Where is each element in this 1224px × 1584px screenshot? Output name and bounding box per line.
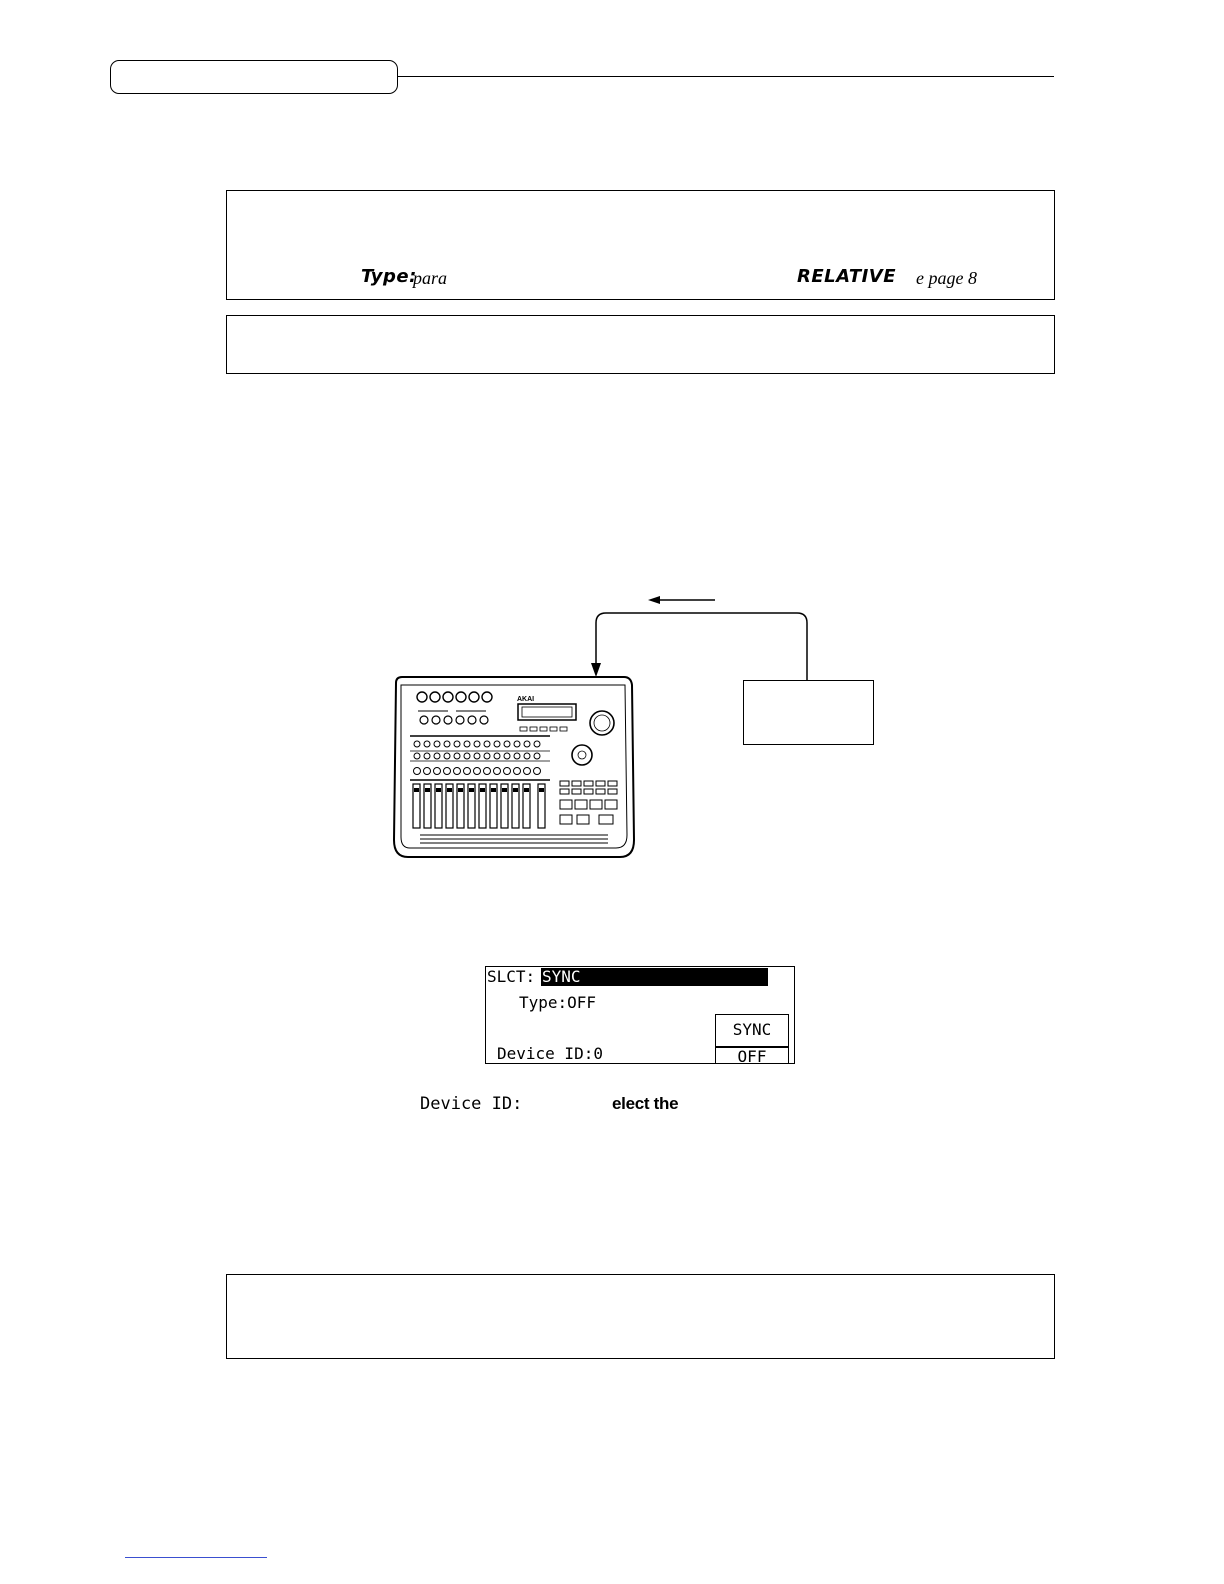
device-id-field[interactable]: Device ID:0 xyxy=(497,1044,603,1063)
page-reference-text: e page 8 xyxy=(916,268,977,288)
recorder-device-icon xyxy=(394,677,634,857)
lcd-screen xyxy=(485,966,795,1064)
footer-rule xyxy=(125,1557,267,1558)
cable-arrowhead-icon xyxy=(591,663,601,677)
para-text: para xyxy=(413,268,448,288)
midi-cable xyxy=(596,613,807,680)
header-rule xyxy=(398,76,1054,77)
note-box-2 xyxy=(226,315,1055,374)
off-button[interactable]: OFF xyxy=(715,1047,789,1064)
device-brand: AKAI xyxy=(517,696,535,703)
slct-label: SLCT: xyxy=(487,967,536,986)
device-id-caption: Device ID: xyxy=(420,1094,523,1114)
select-caption-text: elect the xyxy=(612,1094,679,1113)
type-parameter-text: Type: xyxy=(361,266,417,287)
note-box-3 xyxy=(226,1274,1055,1359)
sync-button[interactable]: SYNC xyxy=(715,1014,789,1047)
relative-parameter-text: RELATIVE xyxy=(797,266,897,287)
slct-value-highlight[interactable]: SYNC xyxy=(541,968,768,986)
direction-arrow-icon xyxy=(648,596,715,604)
type-field[interactable]: Type:OFF xyxy=(519,993,597,1012)
section-header-tab xyxy=(110,60,398,94)
external-device-box xyxy=(743,680,874,745)
